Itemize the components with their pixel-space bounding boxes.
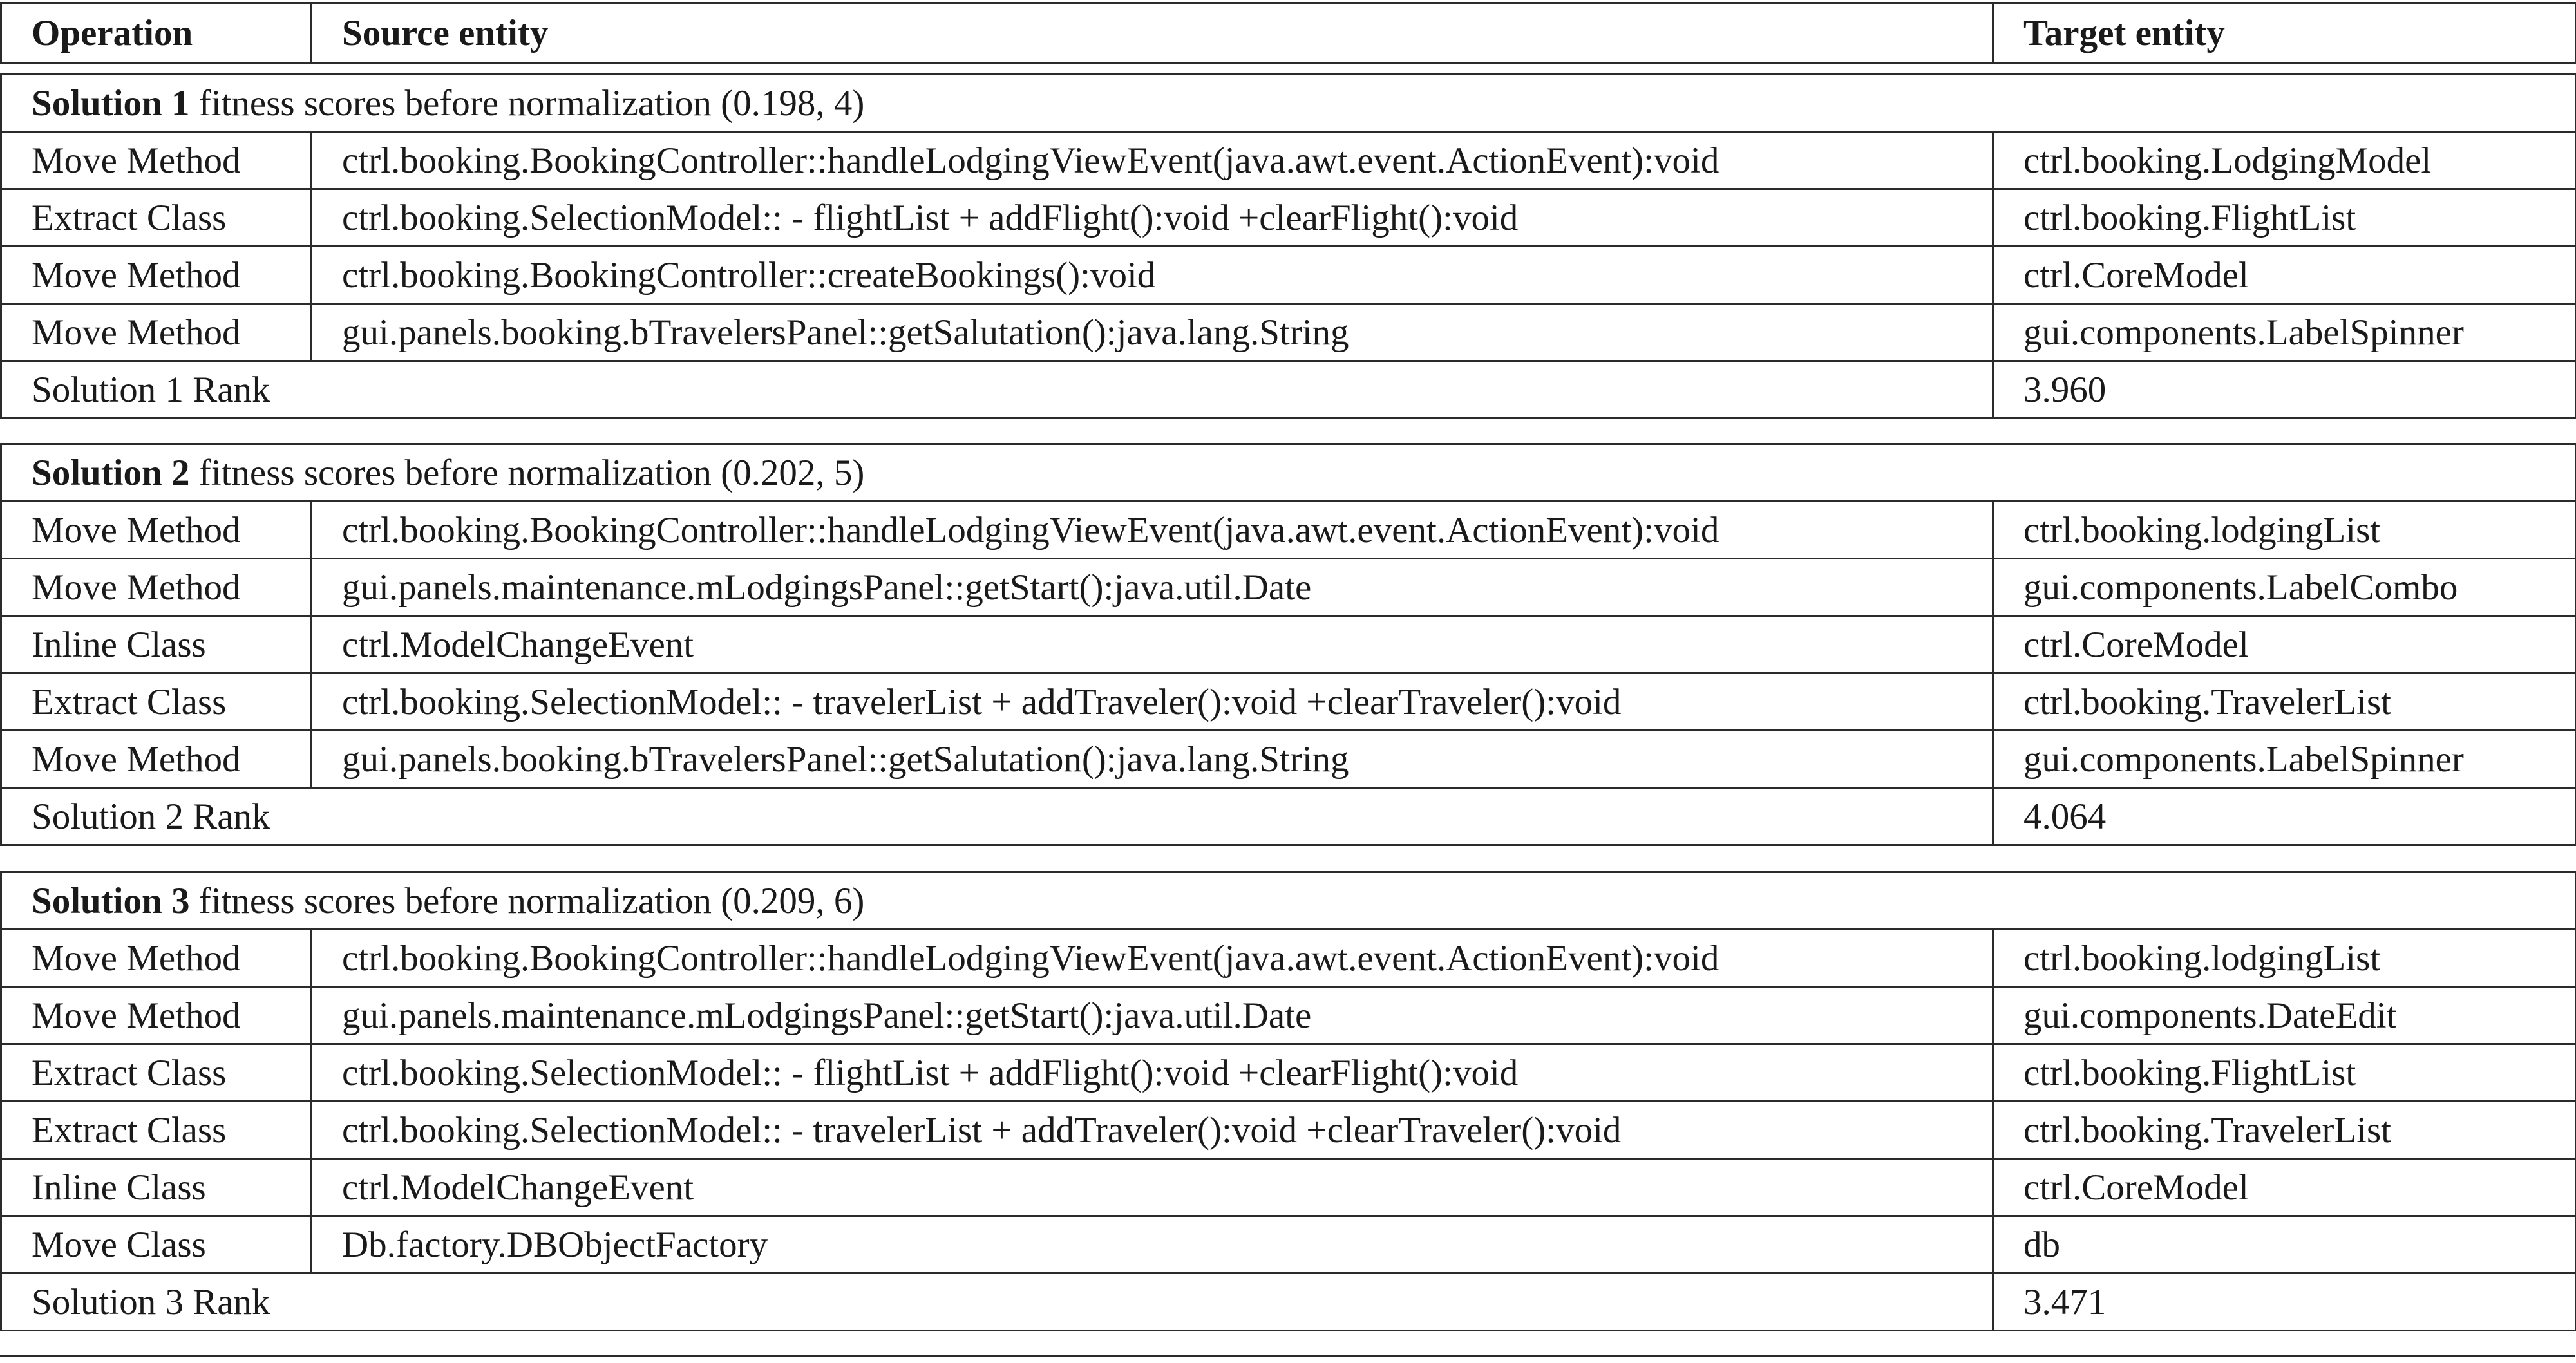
operation-cell: Move Method [1,132,312,189]
solution-title [1,444,2576,502]
source-entity-cell: ctrl.booking.SelectionModel:: - travelerList + addTraveler():void +clearTraveler():void [312,1102,1993,1159]
operation-cell: Move Method [1,247,312,304]
target-entity-cell: ctrl.booking.TravelerList [1993,1102,2576,1159]
solution-title-row [1,872,2576,930]
source-entity-cell: ctrl.booking.BookingController::handleLodgingViewEvent(java.awt.event.ActionEvent):void [312,502,1993,559]
operation-cell: Extract Class [1,1044,312,1102]
source-entity-cell: ctrl.ModelChangeEvent [312,1159,1993,1216]
header-source-entity: Source entity [312,3,1993,63]
source-entity-cell: ctrl.booking.SelectionModel:: - flightList + addFlight():void +clearFlight():void [312,189,1993,247]
rank-value: 3.471 [1993,1274,2576,1331]
bottom-rule [0,1355,2575,1357]
target-entity-cell: gui.components.LabelCombo [1993,559,2576,616]
target-entity-cell: gui.components.DateEdit [1993,987,2576,1044]
table-row [1,616,2576,673]
operation-cell: Extract Class [1,189,312,247]
table-row [1,1044,2576,1102]
solution-1-block [0,73,2576,419]
target-entity-cell: ctrl.booking.lodgingList [1993,502,2576,559]
operation-cell: Inline Class [1,1159,312,1216]
table-row [1,1159,2576,1216]
operation-cell: Move Method [1,502,312,559]
solution-title-bold: Solution 2 [32,452,190,493]
table-row [1,1216,2576,1274]
operation-cell: Move Class [1,1216,312,1274]
solution-title-row [1,444,2576,502]
target-entity-cell: ctrl.booking.FlightList [1993,1044,2576,1102]
header-row [1,3,2576,63]
rank-value: 4.064 [1993,788,2576,845]
operation-cell: Extract Class [1,1102,312,1159]
table-row [1,1102,2576,1159]
source-entity-cell: ctrl.booking.BookingController::handleLodgingViewEvent(java.awt.event.ActionEvent):void [312,930,1993,987]
solution-title-text: fitness scores before normalization (0.198, 4) [198,82,865,124]
operation-cell: Move Method [1,930,312,987]
solution-2-block [0,443,2576,846]
source-entity-cell: gui.panels.maintenance.mLodgingsPanel::getStart():java.util.Date [312,987,1993,1044]
table-row [1,930,2576,987]
target-entity-cell: ctrl.CoreModel [1993,616,2576,673]
solution-title-text: fitness scores before normalization (0.202, 5) [198,452,865,493]
operation-cell: Inline Class [1,616,312,673]
solution-3-block [0,871,2576,1331]
source-entity-cell: ctrl.booking.BookingController::handleLodgingViewEvent(java.awt.event.ActionEvent):void [312,132,1993,189]
table-row [1,247,2576,304]
operation-cell: Extract Class [1,673,312,731]
target-entity-cell: db [1993,1216,2576,1274]
table-row [1,189,2576,247]
target-entity-cell: ctrl.booking.FlightList [1993,189,2576,247]
rank-row [1,361,2576,418]
operation-cell: Move Method [1,731,312,788]
source-entity-cell: gui.panels.booking.bTravelersPanel::getSalutation():java.lang.String [312,304,1993,361]
rank-label: Solution 3 Rank [1,1274,1993,1331]
rank-label: Solution 2 Rank [1,788,1993,845]
source-entity-cell: ctrl.booking.SelectionModel:: - flightList + addFlight():void +clearFlight():void [312,1044,1993,1102]
target-entity-cell: ctrl.booking.LodgingModel [1993,132,2576,189]
table-row [1,559,2576,616]
rank-row [1,788,2576,845]
table-row [1,304,2576,361]
solution-title-bold: Solution 3 [32,880,190,921]
operation-cell: Move Method [1,559,312,616]
operation-cell: Move Method [1,987,312,1044]
target-entity-cell: gui.components.LabelSpinner [1993,304,2576,361]
solution-title [1,75,2576,132]
table-row [1,132,2576,189]
table-row [1,731,2576,788]
target-entity-cell: ctrl.booking.TravelerList [1993,673,2576,731]
header-target-entity: Target entity [1993,3,2576,63]
source-entity-cell: ctrl.ModelChangeEvent [312,616,1993,673]
table-row [1,987,2576,1044]
solution-title-bold: Solution 1 [32,82,190,124]
target-entity-cell: ctrl.CoreModel [1993,1159,2576,1216]
target-entity-cell: ctrl.CoreModel [1993,247,2576,304]
rank-value: 3.960 [1993,361,2576,418]
source-entity-cell: gui.panels.maintenance.mLodgingsPanel::getStart():java.util.Date [312,559,1993,616]
rank-label: Solution 1 Rank [1,361,1993,418]
header-table [0,2,2576,64]
solution-title-row [1,75,2576,132]
table-row [1,673,2576,731]
operation-cell: Move Method [1,304,312,361]
target-entity-cell: gui.components.LabelSpinner [1993,731,2576,788]
source-entity-cell: ctrl.booking.SelectionModel:: - travelerList + addTraveler():void +clearTraveler():void [312,673,1993,731]
source-entity-cell: ctrl.booking.BookingController::createBookings():void [312,247,1993,304]
header-operation: Operation [1,3,312,63]
source-entity-cell: Db.factory.DBObjectFactory [312,1216,1993,1274]
source-entity-cell: gui.panels.booking.bTravelersPanel::getSalutation():java.lang.String [312,731,1993,788]
target-entity-cell: ctrl.booking.lodgingList [1993,930,2576,987]
solution-title-text: fitness scores before normalization (0.209, 6) [198,880,865,921]
table-row [1,502,2576,559]
rank-row [1,1274,2576,1331]
solution-title [1,872,2576,930]
